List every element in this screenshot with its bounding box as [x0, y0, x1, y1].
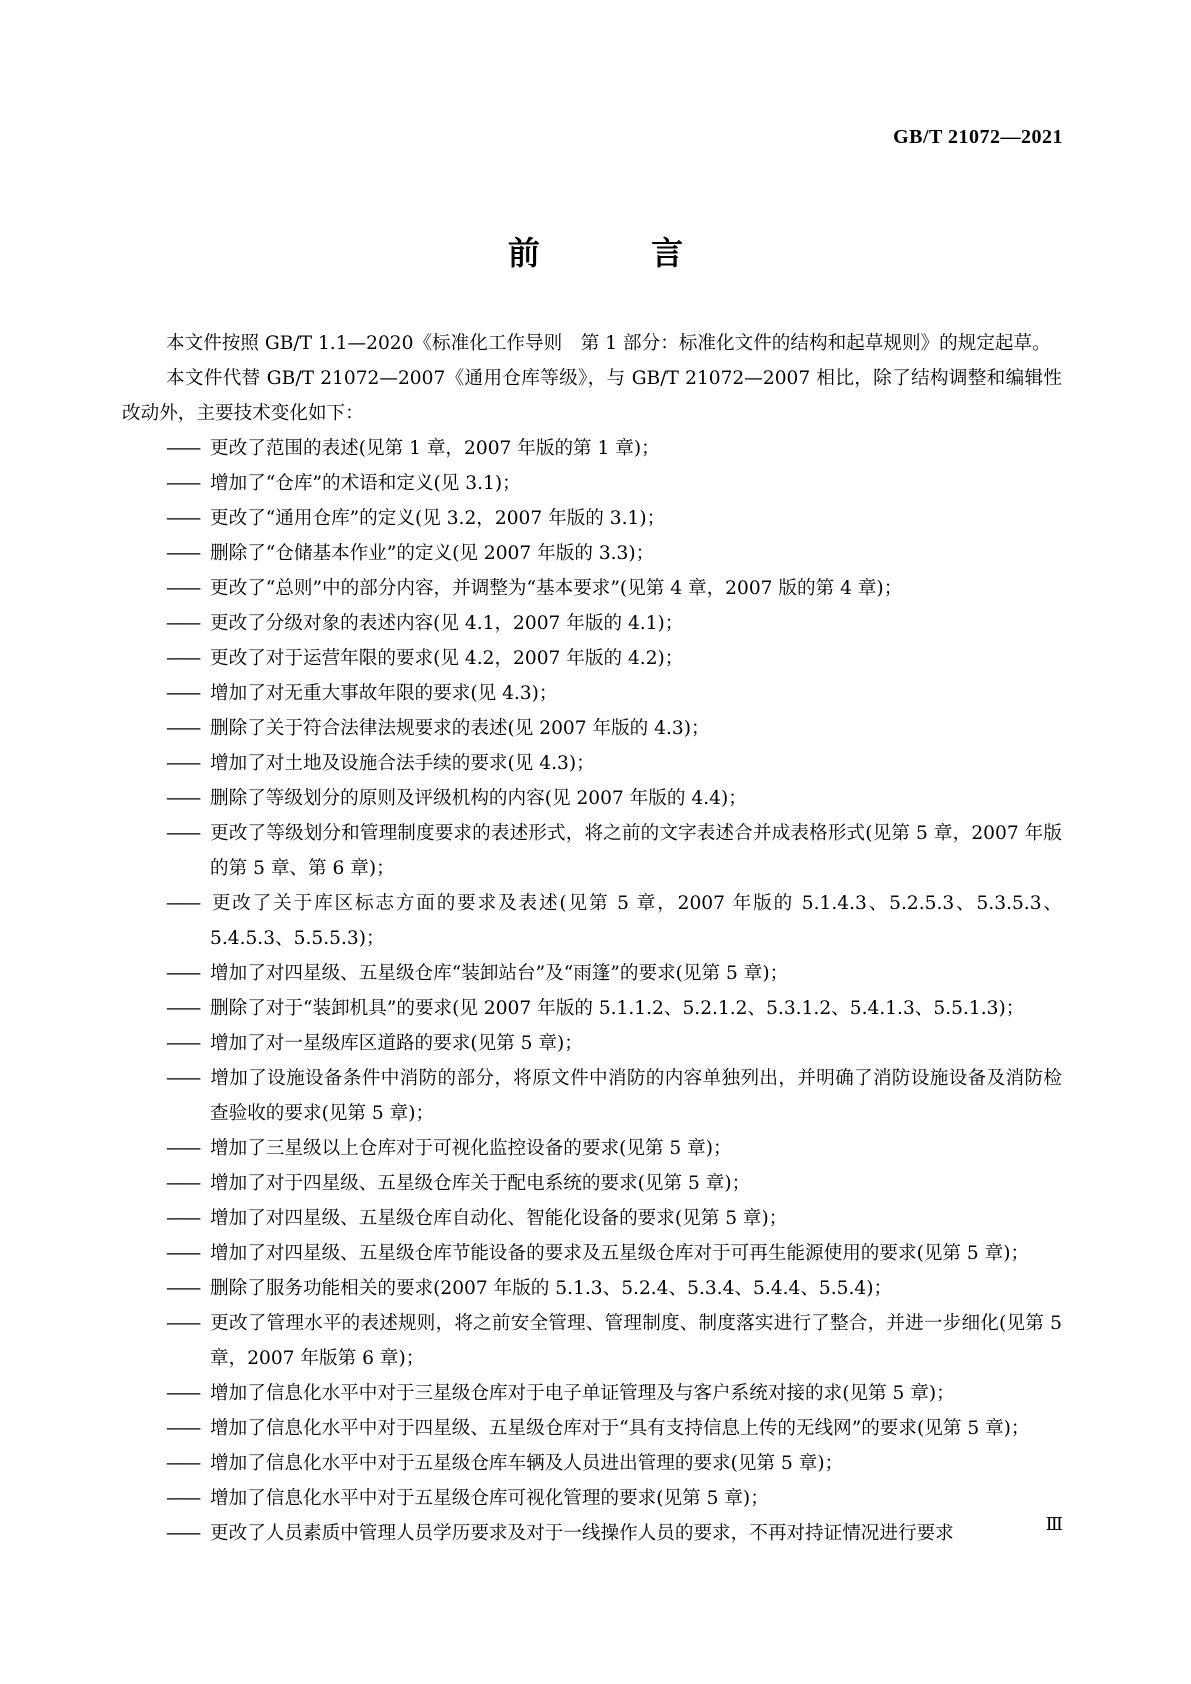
list-item [122, 676, 1062, 711]
list-item-text: 更改了范围的表述(见第 1 章，2007 年版的第 1 章)； [210, 438, 660, 459]
dash-marker: —— [166, 1033, 200, 1054]
list-item-text: 更改了分级对象的表述内容(见 4.1，2007 年版的 4.1)； [210, 613, 684, 634]
list-item [122, 956, 1062, 991]
dash-marker: —— [166, 788, 200, 809]
dash-marker: —— [166, 473, 200, 494]
list-item [122, 431, 1062, 466]
dash-marker: —— [166, 1243, 200, 1264]
dash-marker: —— [166, 998, 200, 1019]
list-item-text: 增加了对土地及设施合法手续的要求(见 4.3)； [210, 753, 595, 774]
list-item [122, 1236, 1062, 1271]
dash-marker: —— [166, 893, 200, 914]
list-item-text: 增加了三星级以上仓库对于可视化监控设备的要求(见第 5 章)； [210, 1138, 732, 1159]
dash-marker: —— [166, 578, 200, 599]
list-item-text: 增加了对无重大事故年限的要求(见 4.3)； [210, 683, 558, 704]
dash-marker: —— [166, 1523, 200, 1544]
list-item [122, 1131, 1062, 1166]
dash-marker: —— [166, 508, 200, 529]
dash-marker: —— [166, 613, 200, 634]
list-item [122, 1376, 1062, 1411]
dash-marker: —— [166, 1173, 200, 1194]
list-item [122, 991, 1062, 1026]
list-item-text: 更改了“通用仓库”的定义(见 3.2，2007 年版的 3.1)； [210, 508, 666, 529]
standard-number: GB/T 21072—2021 [893, 126, 1063, 148]
list-item-text: 更改了管理水平的表述规则，将之前安全管理、管理制度、制度落实进行了整合，并进一步细化(见第 5 章，2007 年版第 6 章)； [210, 1313, 1062, 1369]
list-item [122, 1166, 1062, 1201]
dash-marker: —— [166, 1208, 200, 1229]
dash-marker: —— [166, 543, 200, 564]
change-list [122, 431, 1062, 1551]
list-item-text: 更改了“总则”中的部分内容，并调整为“基本要求”(见第 4 章，2007 版的第 4 章)； [210, 578, 903, 599]
list-item [122, 641, 1062, 676]
list-item [122, 1201, 1062, 1236]
dash-marker: —— [166, 1278, 200, 1299]
list-item [122, 1446, 1062, 1481]
list-item-text: 增加了信息化水平中对于四星级、五星级仓库对于“具有支持信息上传的无线网”的要求(见第 5 章)； [210, 1418, 1030, 1439]
list-item-text: 删除了“仓储基本作业”的定义(见 2007 年版的 3.3)； [210, 543, 655, 564]
list-item [122, 1306, 1062, 1376]
dash-marker: —— [166, 438, 200, 459]
list-item [122, 746, 1062, 781]
list-item [122, 1411, 1062, 1446]
page-number: Ⅲ [1045, 1514, 1063, 1534]
dash-marker: —— [166, 1383, 200, 1404]
dash-marker: —— [166, 1138, 200, 1159]
dash-marker: —— [166, 753, 200, 774]
dash-marker: —— [166, 718, 200, 739]
list-item-text: 更改了人员素质中管理人员学历要求及对于一线操作人员的要求，不再对持证情况进行要求 [210, 1523, 954, 1544]
dash-marker: —— [166, 683, 200, 704]
list-item [122, 816, 1062, 886]
dash-marker: —— [166, 1488, 200, 1509]
list-item-text: 增加了对于四星级、五星级仓库关于配电系统的要求(见第 5 章)； [210, 1173, 751, 1194]
list-item [122, 1061, 1062, 1131]
list-item-text: 删除了关于符合法律法规要求的表述(见 2007 年版的 4.3)； [210, 718, 710, 739]
list-item-text: 更改了关于库区标志方面的要求及表述(见第 5 章，2007 年版的 5.1.4.3、5.2.5.3、5.3.5.3、5.4.5.3、5.5.5.3)； [210, 893, 1062, 949]
list-item [122, 606, 1062, 641]
page-title: 前 言 [507, 234, 734, 272]
list-item [122, 1516, 1062, 1551]
list-item-text: 删除了服务功能相关的要求(2007 年版的 5.1.3、5.2.4、5.3.4、5.4.4、5.5.4)； [210, 1278, 893, 1299]
dash-marker: —— [166, 648, 200, 669]
list-item [122, 536, 1062, 571]
list-item-text: 增加了对四星级、五星级仓库自动化、智能化设备的要求(见第 5 章)； [210, 1208, 788, 1229]
list-item [122, 501, 1062, 536]
dash-marker: —— [166, 823, 200, 844]
list-item-text: 增加了对四星级、五星级仓库节能设备的要求及五星级仓库对于可再生能源使用的要求(见第 5 章)； [210, 1243, 1030, 1264]
dash-marker: —— [166, 1068, 200, 1089]
list-item-text: 更改了对于运营年限的要求(见 4.2，2007 年版的 4.2)； [210, 648, 684, 669]
list-item-text: 删除了对于“装卸机具”的要求(见 2007 年版的 5.1.1.2、5.2.1.2、5.3.1.2、5.4.1.3、5.5.1.3)； [210, 998, 1025, 1019]
list-item-text: 增加了对一星级库区道路的要求(见第 5 章)； [210, 1033, 583, 1054]
list-item-text: 增加了信息化水平中对于五星级仓库车辆及人员进出管理的要求(见第 5 章)； [210, 1453, 844, 1474]
list-item-text: 增加了设施设备条件中消防的部分，将原文件中消防的内容单独列出，并明确了消防设施设备及消防检查验收的要求(见第 5 章)； [210, 1068, 1062, 1124]
list-item-text: 增加了“仓库”的术语和定义(见 3.1)； [210, 473, 521, 494]
list-item [122, 571, 1062, 606]
list-item [122, 886, 1062, 956]
list-item [122, 781, 1062, 816]
document-body [122, 326, 1062, 1551]
list-item-text: 增加了信息化水平中对于五星级仓库可视化管理的要求(见第 5 章)； [210, 1488, 769, 1509]
dash-marker: —— [166, 963, 200, 984]
paragraph: 本文件代替 GB/T 21072—2007《通用仓库等级》，与 GB/T 21072—2007 相比，除了结构调整和编辑性改动外，主要技术变化如下： [122, 368, 1062, 424]
list-item-text: 更改了等级划分和管理制度要求的表述形式，将之前的文字表述合并成表格形式(见第 5 章，2007 年版的第 5 章、第 6 章)； [210, 823, 1062, 879]
paragraph: 本文件按照 GB/T 1.1—2020《标准化工作导则 第 1 部分：标准化文件的结构和起草规则》的规定起草。 [166, 333, 1051, 354]
list-item [122, 466, 1062, 501]
dash-marker: —— [166, 1418, 200, 1439]
list-item [122, 1271, 1062, 1306]
list-item [122, 1026, 1062, 1061]
list-item-text: 增加了信息化水平中对于三星级仓库对于电子单证管理及与客户系统对接的求(见第 5 章)； [210, 1383, 955, 1404]
dash-marker: —— [166, 1453, 200, 1474]
list-item [122, 1481, 1062, 1516]
dash-marker: —— [166, 1313, 200, 1334]
list-item-text: 删除了等级划分的原则及评级机构的内容(见 2007 年版的 4.4)； [210, 788, 747, 809]
list-item-text: 增加了对四星级、五星级仓库“装卸站台”及“雨篷”的要求(见第 5 章)； [210, 963, 789, 984]
list-item [122, 711, 1062, 746]
